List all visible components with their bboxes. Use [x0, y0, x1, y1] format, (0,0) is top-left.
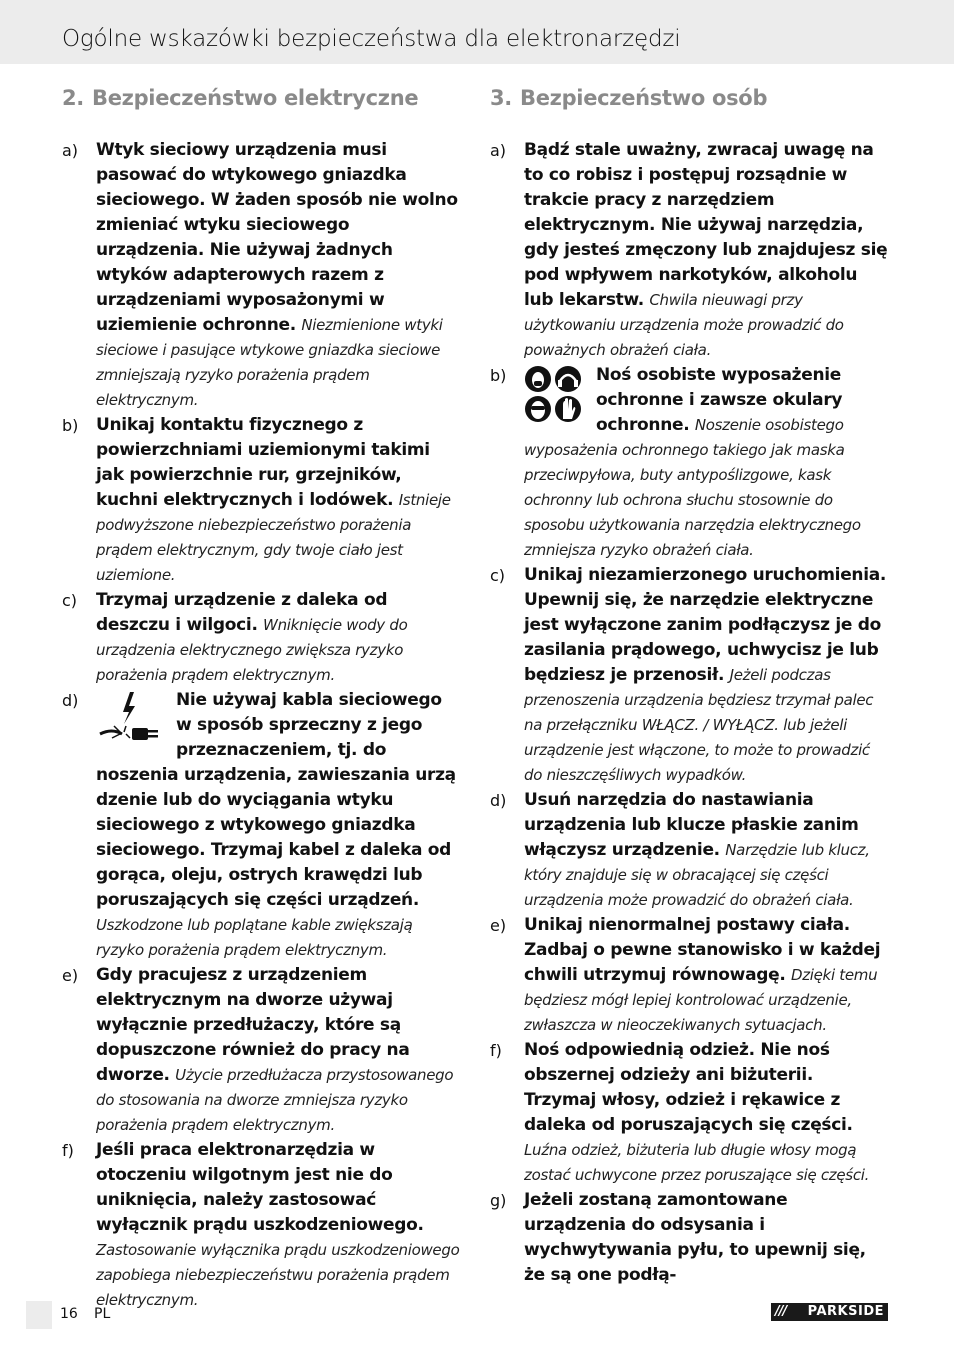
item-letter: b) [490, 366, 507, 385]
section-title: Bezpieczeństwo elektryczne [92, 86, 419, 110]
item-warning: Usuń narzędzia do nastawiania urządzenia lub klucze płaskie zanim włączysz urządzenie. [524, 790, 859, 860]
footer-marker [26, 1301, 52, 1329]
safety-goggles-icon [525, 396, 551, 422]
protective-equipment-icons [524, 365, 584, 433]
item-letter: e) [62, 966, 79, 985]
list-item [62, 1138, 462, 1313]
item-explanation: Niezmienione wtyki sieciowe i pasujące wtykowe gniazdka sieciowe zmniejszają ryzyko porażenia prądem elektrycznym. [96, 316, 443, 409]
item-explanation: Zastosowanie wyłącznika prądu uszkodzeniowego zapobiega niebezpieczeństwu porażenia prądem elektrycznym. [96, 1241, 460, 1309]
item-warning: Gdy pracujesz z urządzeniem elektrycznym na dworze używaj wyłącznie przedłużaczy, które są dopuszczone również do pracy na dworze. [96, 965, 410, 1085]
item-warning: Jeżeli zostaną zamontowane urządzenia do odsysania i wychwytywania pyłu, to upewnij się, że są one podłą- [524, 1190, 866, 1285]
item-explanation: Luźna odzież, biżuteria lub długie włosy mogą zostać uchwycone przez poruszające się części. [524, 1141, 870, 1184]
list-item [490, 138, 888, 363]
item-explanation: Jeżeli podczas przenoszenia urządzenia będziesz trzymał palec na przełączniku WŁĄCZ. / WYŁĄCZ. lub jeżeli urządzenie jest włączone, to może to prowadzić do nieszczęśliwych wypadków. [524, 666, 874, 784]
dust-mask-icon [525, 366, 551, 392]
list-item [490, 788, 888, 913]
list-item [62, 138, 462, 413]
item-warning: Nie używaj kabla sieciowego w sposób sprzeczny z jego przeznaczeniem, tj. do noszenia urządzenia, zawieszania urzą dzenie lub do wyciągania wtyku sieciowego z wtykowego gniazdka sieciowego. Trzymaj kabel z daleka od gorąca, oleju, ostrych krawędzi lub poruszających się części urządzeń. [96, 690, 456, 910]
item-warning: Unikaj kontaktu fizycznego z powierzchniami uziemionymi takimi jak powierzchnie rur, grzejników, kuchni elektrycznych i lodówek. [96, 415, 430, 510]
section-number: 2. [62, 86, 84, 110]
section-personal-safety [490, 82, 888, 1288]
list-item [490, 563, 888, 788]
item-warning: Jeśli praca elektronarzędzia w otoczeniu wilgotnym jest nie do uniknięcia, należy zastosować wyłącznik prądu uszkodzeniowego. [96, 1140, 424, 1235]
page-number: 16 [60, 1306, 78, 1322]
item-letter: f) [490, 1041, 502, 1060]
list-item [62, 413, 462, 588]
section-number: 3. [490, 86, 512, 110]
list-item [62, 963, 462, 1138]
item-letter: g) [490, 1191, 507, 1210]
section-title: Bezpieczeństwo osób [520, 86, 768, 110]
item-warning: Bądź stale uważny, zwracaj uwagę na to co robisz i postępuj rozsądnie w trakcie pracy z narzędziem elektrycznym. Nie używaj narzędzia, gdy jesteś zmęczony lub znajdujesz się pod wpływem narkotyków, alkoholu lub lekarstw. [524, 140, 888, 310]
item-warning: Noś odpowiednią odzież. Nie noś obszernej odzieży ani biżuterii. Trzymaj włosy, odzież i rękawice z daleka od poruszających się części. [524, 1040, 853, 1135]
item-letter: e) [490, 916, 507, 935]
cable-hazard-icon [96, 690, 164, 754]
logo-stripes: /// [775, 1304, 787, 1319]
item-explanation: Dzięki temu będziesz mógł lepiej kontrolować urządzenie, zwłaszcza w nieoczekiwanych sytuacjach. [524, 966, 878, 1034]
item-warning: Noś osobiste wyposażenie ochronne i zawsze okulary ochronne. [596, 365, 843, 435]
section-heading [62, 82, 462, 138]
item-warning: Unikaj niezamierzonego uruchomienia. Upewnij się, że narzędzie elektryczne jest wyłączone zanim podłączysz je do zasilania prądowego, uchwycisz je lub będziesz je przenosił. [524, 565, 887, 685]
item-explanation: Użycie przedłużacza przystosowanego do stosowania na dworze zmniejsza ryzyko porażenia prądem elektrycznym. [96, 1066, 454, 1134]
item-warning: Trzymaj urządzenie z daleka od deszczu i wilgoci. [96, 590, 388, 635]
parkside-logo [771, 1303, 888, 1321]
item-letter: c) [62, 591, 78, 610]
item-explanation: Wniknięcie wody do urządzenia elektrycznego zwiększa ryzyko porażenia prądem elektrycznym. [96, 616, 408, 684]
item-explanation: Chwila nieuwagi przy użytkowaniu urządzenia może prowadzić do poważnych obrażeń ciała. [524, 291, 844, 359]
item-letter: f) [62, 1141, 74, 1160]
item-warning: Unikaj nienormalnej postawy ciała. Zadbaj o pewne stanowisko i w każdej chwili utrzymuj równowagę. [524, 915, 881, 985]
list-item [490, 1038, 888, 1188]
item-letter: d) [62, 691, 79, 710]
gloves-icon [555, 396, 581, 422]
list-item [490, 363, 888, 563]
list-item [490, 913, 888, 1038]
section-heading [490, 82, 888, 138]
page-language: PL [94, 1306, 111, 1322]
item-letter: c) [490, 566, 506, 585]
item-letter: a) [62, 141, 79, 160]
item-letter: a) [490, 141, 507, 160]
page-title: Ogólne wskazówki bezpieczeństwa dla elektronarzędzi [62, 26, 681, 52]
section-electrical-safety [62, 82, 462, 1313]
list-item [490, 1188, 888, 1288]
list-item [62, 588, 462, 688]
item-letter: b) [62, 416, 79, 435]
item-letter: d) [490, 791, 507, 810]
item-explanation: Narzędzie lub klucz, który znajduje się w obracającej się części urządzenia może prowadzić do obrażeń ciała. [524, 841, 870, 909]
hearing-protection-icon [555, 366, 581, 392]
logo-text: PARKSIDE [807, 1304, 884, 1319]
item-warning: Wtyk sieciowy urządzenia musi pasować do wtykowego gniazdka sieciowego. W żaden sposób nie wolno zmieniać wtyku sieciowego urządzenia. Nie używaj żadnych wtyków adapterowych razem z urządzeniami wyposażonymi w uziemienie ochronne. [96, 140, 458, 335]
list-item [62, 688, 462, 963]
item-explanation: Noszenie osobistego wyposażenia ochronnego takiego jak maska przeciwpyłowa, buty antypoślizgowe, kask ochronny lub ochrona słuchu stosownie do sposobu użytkowania narzędzia elektrycznego zmniejsza ryzyko obrażeń ciała. [524, 416, 861, 559]
item-explanation: Uszkodzone lub poplątane kable zwiększają ryzyko porażenia prądem elektrycznym. [96, 916, 413, 959]
item-explanation: Istnieje podwyższone niebezpieczeństwo porażenia prądem elektrycznym, gdy twoje ciało jest uziemione. [96, 491, 451, 584]
